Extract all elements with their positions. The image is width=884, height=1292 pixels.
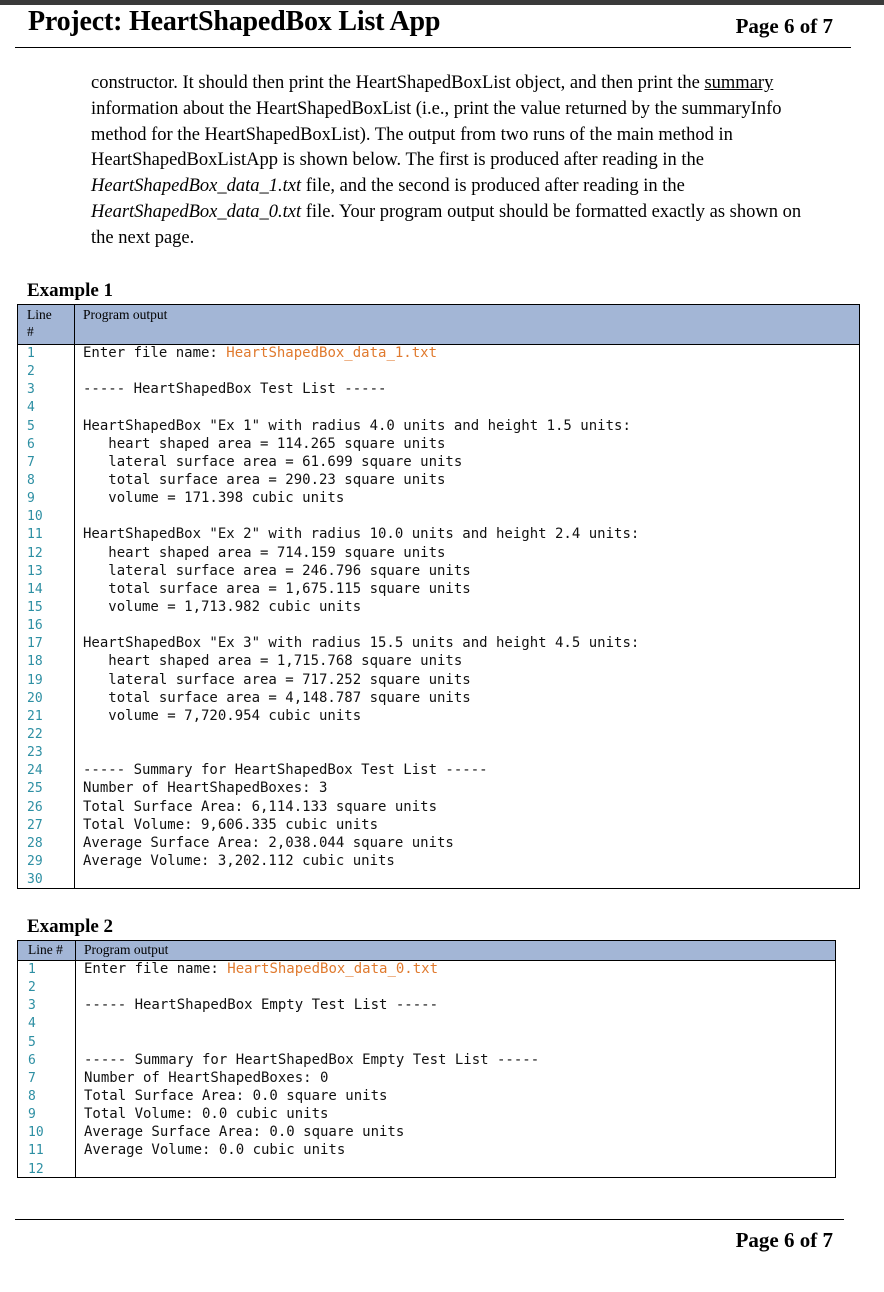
line-number: 2 (27, 364, 35, 380)
code-line (83, 362, 639, 380)
line-number: 27 (27, 817, 43, 833)
line-number: 4 (28, 1016, 36, 1032)
line-number: 30 (27, 872, 43, 888)
line-number: 11 (27, 527, 43, 543)
line-number: 28 (27, 835, 43, 851)
code-line: ----- Summary for HeartShapedBox Empty Test List ----- (84, 1051, 540, 1068)
user-input: HeartShapedBox_data_1.txt (226, 345, 438, 361)
underlined-word: summary (704, 73, 774, 93)
code-line (84, 1033, 539, 1051)
line-number: 21 (27, 708, 43, 724)
line-number: 9 (27, 491, 35, 507)
code-line: Total Volume: 0.0 cubic units (84, 1106, 329, 1123)
filename-data-0: HeartShapedBox_data_0.txt (91, 201, 302, 222)
code-line: Total Volume: 9,606.335 cubic units (83, 816, 379, 833)
code-line: Average Volume: 0.0 cubic units (84, 1142, 346, 1159)
line-number: 18 (27, 654, 43, 670)
line-number: 2 (28, 980, 36, 996)
line-number: 7 (27, 454, 35, 470)
line-number: 10 (27, 509, 43, 525)
line-number: 10 (28, 1125, 44, 1141)
code-line: total surface area = 4,148.787 square units (83, 689, 471, 706)
code-line (83, 398, 639, 416)
filename-data-1: HeartShapedBox_data_1.txt (91, 176, 302, 197)
code-line (83, 725, 639, 743)
line-number: 12 (27, 545, 43, 561)
intro-line-7: the next page. (91, 227, 195, 248)
column-separator (74, 305, 75, 888)
code-line: Total Surface Area: 6,114.133 square units (83, 798, 438, 815)
line-column-hash: # (27, 324, 34, 339)
footer-divider (15, 1219, 844, 1220)
line-number: 26 (27, 799, 43, 815)
intro-paragraph (91, 71, 861, 252)
code-line: heart shaped area = 1,715.768 square units (83, 653, 463, 670)
line-number: 16 (27, 618, 43, 634)
example-1-code-box (17, 304, 860, 889)
code-line: volume = 1,713.982 cubic units (83, 598, 362, 615)
code-line: HeartShapedBox "Ex 2" with radius 10.0 units and height 2.4 units: (83, 526, 640, 543)
code-line: total surface area = 1,675.115 square units (83, 580, 471, 597)
line-number: 11 (28, 1143, 44, 1159)
line-number: 25 (27, 781, 43, 797)
page-title: Project: HeartShapedBox List App (28, 6, 441, 37)
line-number: 3 (28, 998, 36, 1014)
intro-line-1: constructor. It should then print the HeartShapedBoxList object, and then print the summary (91, 73, 774, 93)
intro-line-2: information about the HeartShapedBoxList (i.e., print the value returned by the summaryInfo (91, 98, 782, 119)
code-line: Average Volume: 3,202.112 cubic units (83, 852, 395, 869)
intro-line-3: method for the HeartShapedBoxList). The output from two runs of the main method in (91, 124, 733, 145)
line-number: 15 (27, 599, 43, 615)
line-number: 7 (28, 1070, 36, 1086)
line-number: 3 (27, 382, 35, 398)
line-number: 1 (27, 346, 35, 361)
code-line: lateral surface area = 61.699 square units (83, 453, 463, 470)
intro-line-5: HeartShapedBox_data_1.txt file, and the second is produced after reading in the (91, 176, 685, 197)
page-number-footer: Page 6 of 7 (735, 1228, 833, 1252)
code-line: ----- HeartShapedBox Test List ----- (83, 381, 387, 398)
example-2-program-output (84, 960, 539, 1178)
code-line: ----- HeartShapedBox Empty Test List ----- (84, 997, 439, 1014)
code-line: total surface area = 290.23 square units (83, 471, 446, 488)
line-number: 23 (27, 745, 43, 761)
line-number: 24 (27, 763, 43, 779)
user-input: HeartShapedBox_data_0.txt (227, 961, 439, 977)
code-line: Total Surface Area: 0.0 square units (84, 1087, 388, 1104)
line-number: 1 (28, 962, 36, 977)
code-line: ----- Summary for HeartShapedBox Test List ----- (83, 762, 488, 779)
code-line: Average Surface Area: 2,038.044 square units (83, 834, 454, 851)
line-number: 12 (28, 1161, 44, 1177)
code-line: Enter file name: HeartShapedBox_data_0.txt (84, 961, 439, 977)
code-line: volume = 7,720.954 cubic units (83, 707, 362, 724)
code-line (84, 1160, 539, 1178)
code-line (83, 616, 639, 634)
code-line (83, 743, 639, 761)
example-1-line-numbers (27, 345, 43, 889)
code-line: HeartShapedBox "Ex 1" with radius 4.0 units and height 1.5 units: (83, 417, 631, 434)
line-number: 9 (28, 1107, 36, 1123)
line-number: 13 (27, 563, 43, 579)
code-line (84, 978, 539, 996)
intro-line-6: HeartShapedBox_data_0.txt file. Your program output should be formatted exactly as shown on (91, 201, 802, 222)
code-line: Average Surface Area: 0.0 square units (84, 1124, 405, 1141)
line-number: 8 (27, 472, 35, 488)
top-bar (0, 0, 884, 5)
example-1-title: Example 1 (27, 280, 114, 301)
intro-line-4: HeartShapedBoxListApp is shown below. The first is produced after reading in the (91, 150, 704, 171)
example-2-code-box (17, 940, 836, 1178)
code-line: heart shaped area = 714.159 square units (83, 544, 446, 561)
line-number: 19 (27, 672, 43, 688)
header-divider (15, 47, 851, 48)
output-column-header: Program output (84, 942, 169, 957)
code-line: lateral surface area = 246.796 square units (83, 562, 471, 579)
line-number: 5 (28, 1034, 36, 1050)
line-number: 4 (27, 400, 35, 416)
line-number: 6 (28, 1052, 36, 1068)
line-number: 6 (27, 436, 35, 452)
code-line: HeartShapedBox "Ex 3" with radius 15.5 units and height 4.5 units: (83, 635, 640, 652)
code-line: Number of HeartShapedBoxes: 3 (83, 780, 328, 797)
code-line: Enter file name: HeartShapedBox_data_1.txt (83, 345, 438, 361)
code-line: lateral surface area = 717.252 square units (83, 671, 471, 688)
line-number: 20 (27, 690, 43, 706)
line-column-header: Line (27, 307, 52, 322)
column-separator (75, 941, 76, 1177)
output-column-header: Program output (83, 307, 168, 322)
code-line: heart shaped area = 114.265 square units (83, 435, 446, 452)
line-number: 17 (27, 636, 43, 652)
line-column-header: Line # (28, 942, 63, 957)
code-line: Number of HeartShapedBoxes: 0 (84, 1069, 329, 1086)
example-2-line-numbers (28, 961, 44, 1179)
example-1-program-output (83, 344, 639, 888)
code-line (83, 870, 639, 888)
example-2-title: Example 2 (27, 916, 114, 937)
code-line (83, 507, 639, 525)
code-line: volume = 171.398 cubic units (83, 490, 345, 507)
line-number: 29 (27, 853, 43, 869)
line-number: 8 (28, 1088, 36, 1104)
page-number-header: Page 6 of 7 (735, 14, 833, 38)
line-number: 14 (27, 581, 43, 597)
code-line (84, 1014, 539, 1032)
line-number: 22 (27, 726, 43, 742)
line-number: 5 (27, 418, 35, 434)
